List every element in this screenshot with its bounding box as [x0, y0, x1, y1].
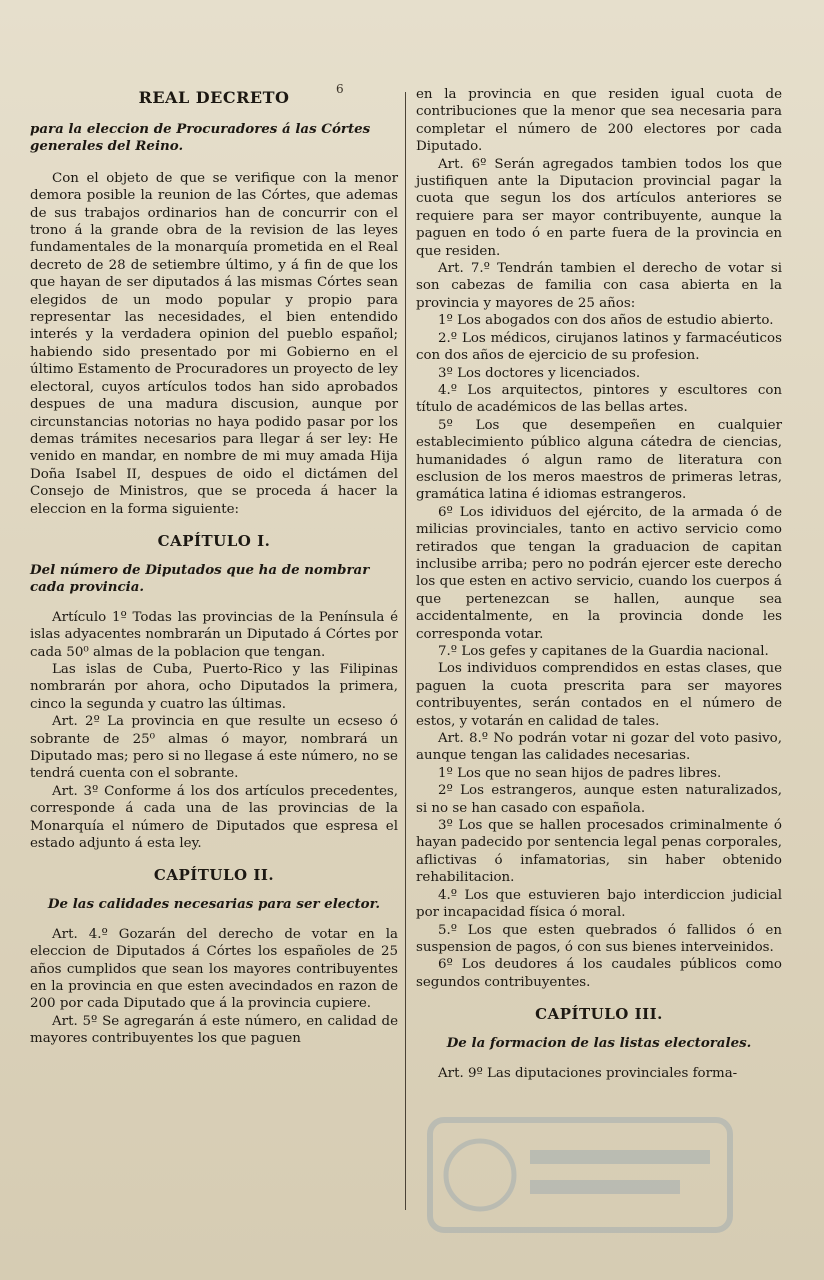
left-column — [30, 86, 398, 1048]
article-2: Art. 2º La provincia en que resulte un ecseso ó sobrante de 25⁰ almas ó mayor, nombrará un Diputado mas; pero si no llegase á este número, no se tendrá cuenta con el sobrante. — [30, 714, 398, 782]
article-7-note: Los individuos comprendidos en estas clases, que paguen la cuota prescrita para ser mayores contribuyentes, serán contados en el número de estos, y votarán en calidad de tales. — [416, 661, 782, 729]
article-7-item: 7.º Los gefes y capitanes de la Guardia nacional. — [438, 644, 769, 659]
decree-title: REAL DECRETO — [138, 88, 290, 107]
chapter-2-subheading: De las calidades necesarias para ser elector. — [47, 896, 381, 913]
article-3: Art. 3º Conforme á los dos artículos precedentes, corresponde á cada una de las provincias de la Monarquía el número de Diputados que espresa el estado adjunto á esta ley. — [30, 783, 398, 852]
column-divider — [405, 92, 406, 1210]
article-5-start: Art. 5º Se agregarán á este número, en calidad de mayores contribuyentes los que paguen — [30, 1013, 398, 1047]
article-7-item: 4.º Los arquitectos, pintores y escultores con título de académicos de las bellas artes. — [416, 382, 782, 416]
article-5-cont: en la provincia en que residen igual cuota de contribuciones que la menor que sea necesaria para completar el número de 200 electores por cada Diputado. — [416, 87, 782, 155]
article-7-item: 3º Los doctores y licenciados. — [438, 365, 641, 381]
article-8-item: 6º Los deudores á los caudales públicos como segundos contribuyentes. — [416, 957, 782, 990]
article-7-item: 5º Los que desempeñen en cualquier establecimiento público alguna cátedra de ciencias, humanidades ó algun ramo de literatura con esclusion de los meros maestros de primeras letras, gramática latina é idiomas estrangeros. — [416, 417, 782, 503]
right-column — [416, 86, 782, 1082]
article-7-item: 2.º Los médicos, cirujanos latinos y farmacéuticos con dos años de ejercicio de su profesion. — [416, 330, 782, 364]
page-mark: 6 — [336, 82, 344, 96]
chapter-3-subheading: De la formacion de las listas electorales. — [446, 1035, 752, 1052]
chapter-3-heading: CAPÍTULO III. — [535, 1005, 663, 1024]
article-8-item: 1º Los que no sean hijos de padres libres. — [438, 765, 722, 781]
article-8-item: 5.º Los que esten quebrados ó fallidos ó en suspension de pagos, ó con sus bienes interveinidos. — [416, 922, 782, 955]
library-stamp-watermark — [420, 1090, 740, 1250]
article-6: Art. 6º Serán agregados tambien todos los que justifiquen ante la Diputacion provincial pagar la cuota que segun los dos artículos anteriores se requiere para ser mayor contribuyente, aunque la paguen en todo ó en parte fuera de la provincia en que residen. — [416, 156, 782, 259]
article-1-cont: Las islas de Cuba, Puerto-Rico y las Filipinas nombrarán por ahora, ocho Diputados la primera, cinco la segunda y cuatro las últimas. — [30, 661, 398, 712]
article-7-item: 1º Los abogados con dos años de estudio abierto. — [438, 313, 774, 329]
chapter-1-heading: CAPÍTULO I. — [157, 531, 271, 550]
article-8-item: 3º Los que se hallen procesados criminalmente ó hayan padecido por sentencia legal penas corporales, aflictivas ó infamatorias, sin haber obtenido rehabilitacion. — [416, 818, 782, 886]
article-8-item: 2º Los estrangeros, aunque esten naturalizados, si no se han casado con española. — [416, 783, 782, 816]
chapter-1-subheading: Del número de Diputados que ha de nombrar cada provincia. — [30, 561, 370, 596]
article-7-item: 6º Los idividuos del ejército, de la armada ó de milicias provinciales, tanto en activo servicio como retirados que tengan la graduacion de capitan inclusibe arriba; pero no podrán ejercer este derecho los que esten en activo servicio, cuando los cuerpos á que pertenezcan se hallen, aunque sea accidentalmente, en la provincia donde les corresponda votar. — [416, 504, 782, 642]
chapter-2-heading: CAPÍTULO II. — [153, 866, 275, 885]
article-8-item: 4.º Los que estuvieren bajo interdiccion judicial por incapacidad física ó moral. — [416, 887, 782, 921]
article-4: Art. 4.º Gozarán del derecho de votar en la eleccion de Diputados á Córtes los españoles de 25 años cumplidos que sean los mayores contribuyentes en la provincia en que esten avecindados en razon de 200 por cada Diputado que á la provincia cupiere. — [30, 926, 398, 1012]
article-8: Art. 8.º No podrán votar ni gozar del voto pasivo, aunque tengan las calidades necesarias. — [416, 731, 782, 764]
decree-subtitle: para la eleccion de Procuradores á las Córtes generales del Reino. — [30, 121, 371, 155]
article-7: Art. 7.º Tendrán tambien el derecho de votar si son cabezas de familia con casa abierta en la provincia y mayores de 25 años: — [416, 261, 782, 311]
decree-intro: Con el objeto de que se verifique con la menor demora posible la reunion de las Córtes, que ademas de sus trabajos ordinarios han de concurrir con el trono á la grande obra de la revision de las leyes fundamentales de la monarquía prometida en el Real decreto de 28 de setiembre último, y á fin de que los que hayan de ser diputados á las mismas Córtes sean elegidos de un modo popular y propio para representar las necesidades, el bien entendido interés y la verdadera opinion del pueblo español; habiendo sido presentado por mi Gobierno en el último Estamento de Procuradores un proyecto de ley electoral, cuyos artículos todos han sido aprobados despues de una madura discusion, aunque por circunstancias notorias no haya podido pasar por los demas trámites necesarios para llegar á ser ley: He venido en mandar, en nombre de mi muy amada Hija Doña Isabel II, despues de oido el dictámen del Consejo de Ministros, que se proceda á hacer la eleccion en la forma siguiente: — [30, 170, 398, 517]
article-9-start: Art. 9º Las diputaciones provinciales forma- — [438, 1065, 738, 1081]
article-1: Artículo 1º Todas las provincias de la Península é islas adyacentes nombrarán un Diputado á Córtes por cada 50⁰ almas de la poblacion que tengan. — [30, 609, 398, 660]
